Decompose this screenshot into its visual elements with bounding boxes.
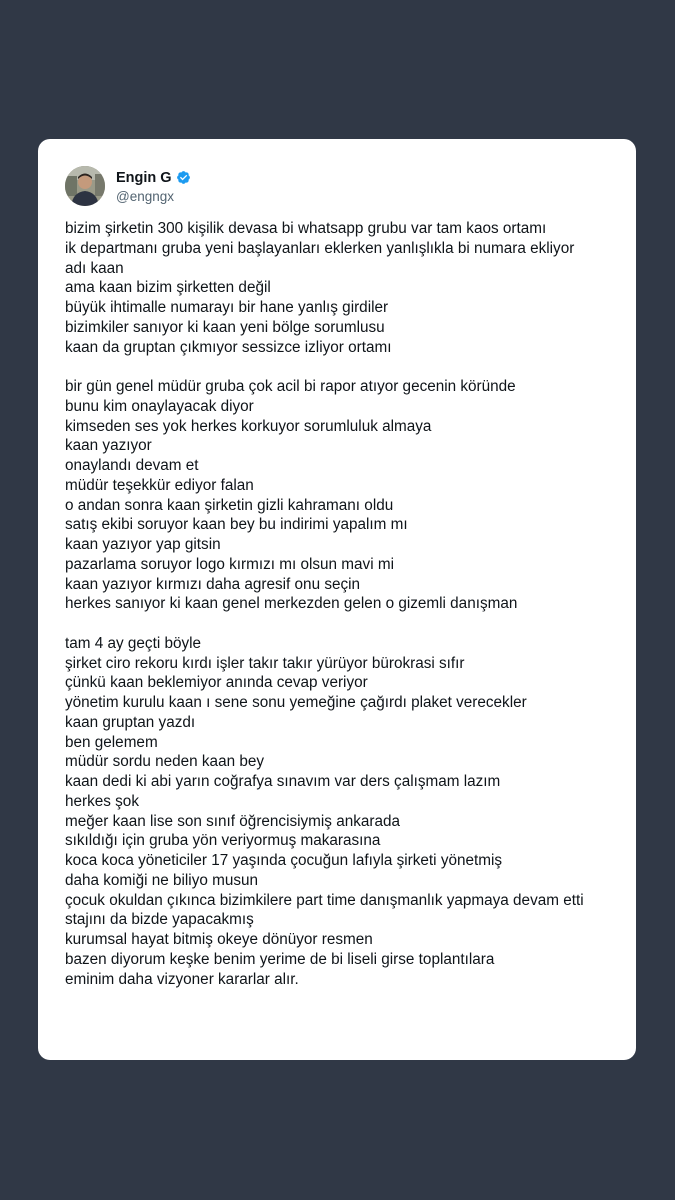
author-handle[interactable]: @engngx: [116, 189, 174, 204]
tweet-line: bir gün genel müdür gruba çok acil bi rapor atıyor gecenin köründe: [65, 378, 516, 395]
paragraph-break: [65, 614, 610, 634]
tweet-line: meğer kaan lise son sınıf öğrencisiymiş ankarada: [65, 812, 400, 830]
tweet-header: [65, 166, 191, 206]
tweet-line: kaan yazıyor kırmızı daha agresif onu seçin: [65, 575, 361, 593]
tweet-line: satış ekibi soruyor kaan bey bu indirimi yapalım mı: [65, 516, 408, 534]
tweet-line: yönetim kurulu kaan ı sene sonu yemeğine çağırdı plaket verecekler: [65, 694, 527, 711]
tweet-line: kaan da gruptan çıkmıyor sessizce izliyor ortamı: [65, 338, 392, 356]
author-names: [116, 168, 191, 204]
tweet-line: kaan yazıyor: [65, 437, 152, 455]
tweet-line: stajını da bizde yapacakmış: [65, 911, 254, 929]
tweet-line: adı kaan: [65, 259, 124, 277]
avatar-image: [65, 166, 105, 206]
tweet-line: kaan dedi ki abi yarın coğrafya sınavım var ders çalışmam lazım: [65, 773, 501, 790]
tweet-line: kaan gruptan yazdı: [65, 713, 196, 731]
name-row: [116, 168, 191, 187]
tweet-line: herkes şok: [65, 792, 139, 810]
tweet-line: bazen diyorum keşke benim yerime de bi liseli girse toplantılara: [65, 950, 495, 968]
tweet-line: bizimkiler sanıyor ki kaan yeni bölge sorumlusu: [65, 318, 385, 336]
verified-badge-icon: [176, 170, 191, 185]
tweet-line: kaan yazıyor yap gitsin: [65, 536, 221, 553]
tweet-line: koca koca yöneticiler 17 yaşında çocuğun lafıyla şirketi yönetmiş: [65, 852, 503, 869]
tweet-line: herkes sanıyor ki kaan genel merkezden gelen o gizemli danışman: [65, 595, 518, 613]
tweet-line: bunu kim onaylayacak diyor: [65, 397, 254, 415]
tweet-text: [65, 219, 610, 989]
tweet-line: çocuk okuldan çıkınca bizimkilere part time danışmanlık yapmaya devam etti: [65, 891, 584, 909]
tweet-line: kimseden ses yok herkes korkuyor sorumluluk almaya: [65, 417, 432, 435]
tweet-line: daha komiği ne biliyo musun: [65, 871, 259, 889]
paragraph-break: [65, 357, 610, 377]
tweet-card: [38, 139, 636, 1060]
tweet-line: o andan sonra kaan şirketin gizli kahramanı oldu: [65, 496, 394, 514]
tweet-line: çünkü kaan beklemiyor anında cevap veriyor: [65, 674, 368, 692]
tweet-line: eminim daha vizyoner kararlar alır.: [65, 970, 299, 988]
avatar[interactable]: [65, 166, 105, 206]
author-display-name[interactable]: Engin G: [116, 169, 172, 186]
tweet-line: müdür teşekkür ediyor falan: [65, 476, 254, 494]
tweet-line: bizim şirketin 300 kişilik devasa bi whatsapp grubu var tam kaos ortamı: [65, 220, 547, 237]
tweet-line: müdür sordu neden kaan bey: [65, 753, 264, 771]
tweet-line: ik departmanı gruba yeni başlayanları eklerken yanlışlıkla bi numara ekliyor: [65, 239, 575, 257]
tweet-line: onaylandı devam et: [65, 457, 199, 474]
tweet-line: tam 4 ay geçti böyle: [65, 634, 202, 652]
tweet-line: ben gelemem: [65, 733, 158, 751]
tweet-line: sıkıldığı için gruba yön veriyormuş makarasına: [65, 832, 381, 850]
tweet-line: pazarlama soruyor logo kırmızı mı olsun mavi mi: [65, 555, 394, 573]
tweet-line: şirket ciro rekoru kırdı işler takır takır yürüyor bürokrasi sıfır: [65, 654, 465, 672]
tweet-line: kurumsal hayat bitmiş okeye dönüyor resmen: [65, 931, 373, 948]
tweet-line: büyük ihtimalle numarayı bir hane yanlış girdiler: [65, 299, 389, 316]
tweet-line: ama kaan bizim şirketten değil: [65, 279, 271, 297]
